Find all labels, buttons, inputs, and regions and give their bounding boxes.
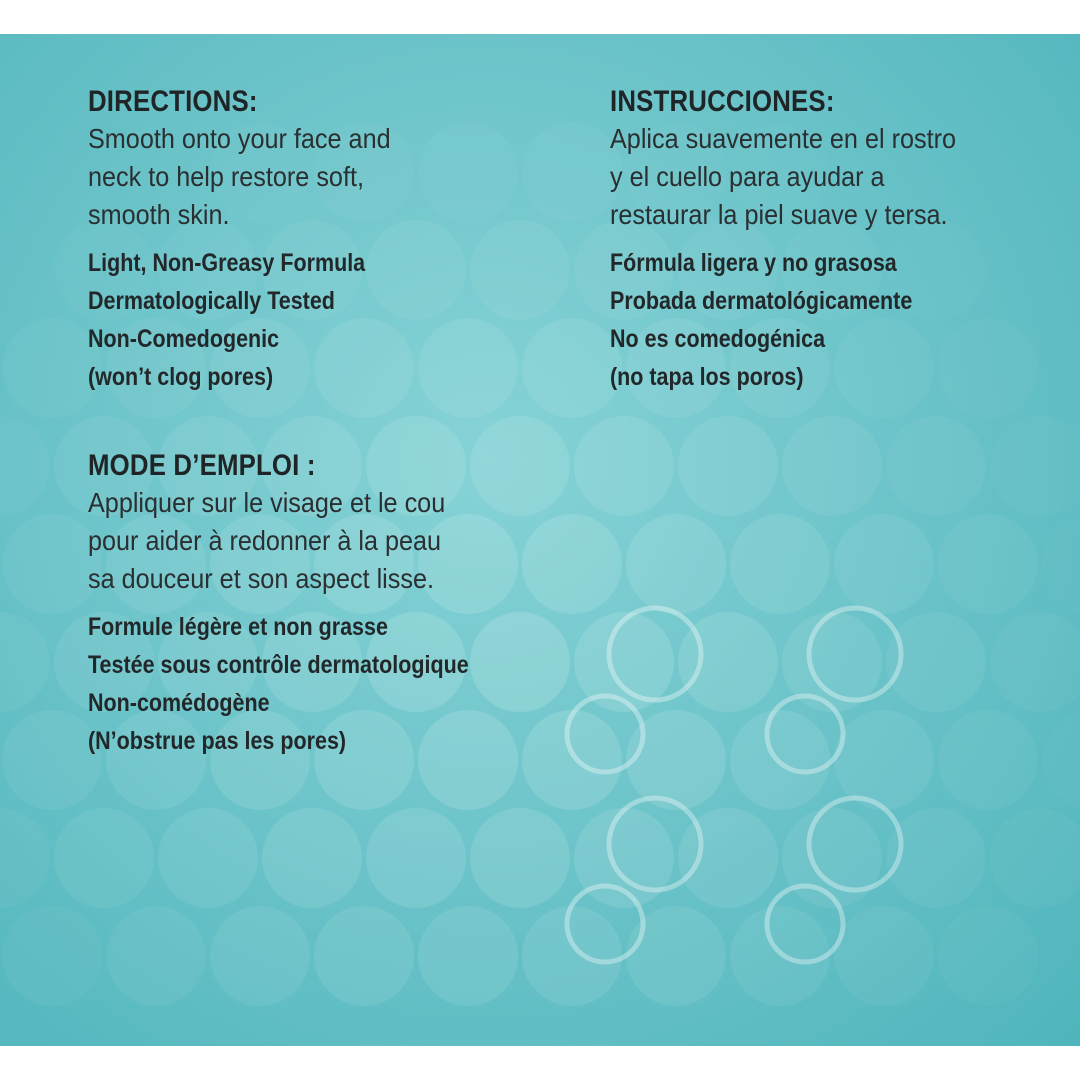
pattern-bubble [522, 906, 622, 1006]
pattern-bubble [158, 808, 258, 908]
body-line: restaurar la piel suave y tersa. [610, 199, 948, 230]
pattern-bubble [938, 906, 1038, 1006]
pattern-bubble [730, 906, 830, 1006]
directions-section-es [610, 84, 994, 396]
body-line: Aplica suavemente en el rostro [610, 123, 956, 154]
pattern-bubble [938, 514, 1038, 614]
directions-body [88, 120, 424, 234]
pattern-bubble [574, 416, 674, 516]
pattern-bubble [418, 122, 518, 222]
pattern-bubble [470, 808, 570, 908]
pattern-bubble [522, 710, 622, 810]
pattern-bubble [0, 416, 50, 516]
pattern-bubble [990, 612, 1080, 712]
pattern-bubble [522, 122, 622, 222]
pattern-bubble [418, 906, 518, 1006]
feature-item: Non-Comedogenic [88, 325, 280, 353]
body-line: sa douceur et son aspect lisse. [88, 563, 435, 594]
pattern-bubble [782, 416, 882, 516]
feature-item: Dermatologically Tested [88, 287, 335, 315]
feature-list [610, 244, 994, 396]
feature-item: Light, Non-Greasy Formula [88, 249, 366, 277]
pattern-bubble [2, 710, 102, 810]
pattern-bubble [210, 906, 310, 1006]
pattern-bubble [0, 612, 50, 712]
pattern-bubble [262, 808, 362, 908]
pattern-bubble [834, 514, 934, 614]
instrucciones-heading: INSTRUCCIONES: [610, 85, 835, 118]
pattern-bubble [418, 318, 518, 418]
pattern-bubble [470, 220, 570, 320]
pattern-bubble [678, 808, 778, 908]
feature-item: Testée sous contrôle dermatologique [88, 651, 469, 679]
pattern-bubble [834, 906, 934, 1006]
pattern-bubble [0, 808, 50, 908]
pattern-bubble [106, 906, 206, 1006]
body-line: smooth skin. [88, 199, 230, 230]
directions-section-en [88, 84, 424, 396]
pattern-bubble [990, 416, 1080, 516]
pattern-bubble [522, 318, 622, 418]
feature-item: Formule légère et non grasse [88, 613, 388, 641]
pattern-bubble [678, 416, 778, 516]
pattern-bubble [2, 318, 102, 418]
mode-emploi-body [88, 484, 531, 598]
pattern-bubble [938, 710, 1038, 810]
body-line: Appliquer sur le visage et le cou [88, 487, 446, 518]
pattern-bubble [2, 906, 102, 1006]
feature-item: (no tapa los poros) [610, 363, 804, 391]
feature-item: (N’obstrue pas les pores) [88, 727, 347, 755]
pattern-bubble [1042, 514, 1080, 614]
package-panel [0, 34, 1080, 1046]
feature-item: (won’t clog pores) [88, 363, 274, 391]
directions-heading: DIRECTIONS: [88, 85, 258, 118]
pattern-bubble [782, 808, 882, 908]
pattern-bubble [54, 808, 154, 908]
feature-item: No es comedogénica [610, 325, 826, 353]
mode-emploi-heading: MODE D’EMPLOI : [88, 449, 316, 482]
body-line: neck to help restore soft, [88, 161, 364, 192]
pattern-bubble [522, 514, 622, 614]
pattern-bubble [990, 808, 1080, 908]
instrucciones-body [610, 120, 994, 234]
feature-list [88, 244, 424, 396]
body-line: Smooth onto your face and [88, 123, 391, 154]
body-line: y el cuello para ayudar a [610, 161, 885, 192]
pattern-bubble [886, 416, 986, 516]
directions-section-fr [88, 448, 531, 760]
pattern-bubble [834, 710, 934, 810]
pattern-bubble [730, 514, 830, 614]
feature-list [88, 608, 531, 760]
feature-item: Fórmula ligera y no grasosa [610, 249, 897, 277]
pattern-bubble [2, 514, 102, 614]
pattern-bubble [366, 808, 466, 908]
pattern-bubble [1042, 710, 1080, 810]
body-line: pour aider à redonner à la peau [88, 525, 442, 556]
pattern-bubble [626, 514, 726, 614]
feature-item: Probada dermatológicamente [610, 287, 913, 315]
pattern-bubble [314, 906, 414, 1006]
feature-item: Non-comédogène [88, 689, 270, 717]
